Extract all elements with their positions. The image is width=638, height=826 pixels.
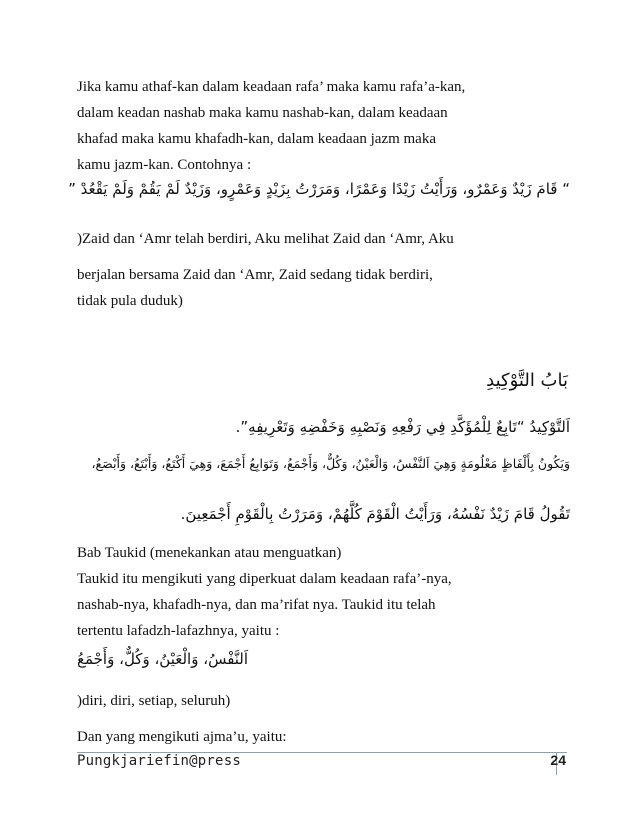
paragraph-bab-taukid	[77, 540, 567, 644]
text-line: nashab-nya, khafadh-nya, dan ma’rifat nya. Taukid itu telah	[77, 597, 436, 613]
text-line: Taukid itu mengikuti yang diperkuat dalam keadaan rafa’-nya,	[77, 571, 452, 587]
arabic-heading: بَابُ التَّوْكِيدِ	[486, 370, 568, 391]
page-number: 24	[550, 752, 566, 768]
text-line: khafad maka kamu khafadh-kan, dalam keadaan jazm maka	[77, 131, 436, 147]
text-line: Jika kamu athaf-kan dalam keadaan rafa’ maka kamu rafa’a-kan,	[77, 79, 466, 95]
paragraph-translation-1	[77, 226, 567, 252]
text-line: kamu jazm-kan. Contohnya :	[77, 157, 252, 173]
text-line: dalam keadan nashab maka kamu nashab-kan, dalam keadaan	[77, 105, 448, 121]
text-line: Bab Taukid (menekankan atau menguatkan)	[77, 545, 342, 561]
arabic-definition: اَلتَّوْكِيدُ “تَابِعٌ لِلْمُؤَكَّدِ فِي رَفْعِهِ وَنَصْبِهِ وَخَفْضِهِ وَتَعْرِيفِهِ”.	[235, 418, 570, 436]
text-line: berjalan bersama Zaid dan ‘Amr, Zaid sedang tidak berdiri,	[77, 267, 433, 283]
text-line: Dan yang mengikuti ajma’u, yaitu:	[77, 729, 287, 745]
paragraph-translation-2	[77, 262, 567, 314]
arabic-line-2: وَيَكُونُ بِأَلْفَاظٍ مَعْلُومَةٍ وَهِيَ اَلنَّفْسُ، وَالْعَيْنُ، وَكُلٌّ، وَأَجْمَعُ، وَتَوَابِعُ أَجْمَعَ، وَهِيَ أَكْتَعُ، وَأَبْتَعُ، وَأَبْصَعُ،	[91, 456, 570, 471]
text-line: tertentu lafadzh-lafazhnya, yaitu :	[77, 623, 280, 639]
text-line: )Zaid dan ‘Amr telah berdiri, Aku melihat Zaid dan ‘Amr, Aku	[77, 231, 454, 247]
arabic-list: اَلنَّفْسُ، وَالْعَيْنُ، وَكُلٌّ، وَأَجْمَعُ	[77, 650, 249, 668]
paragraph-ajmau	[77, 724, 567, 750]
text-line: tidak pula duduk)	[77, 293, 183, 309]
paragraph-list-translation	[77, 688, 567, 714]
footer-publisher: Pungkjariefin@press	[77, 753, 241, 769]
paragraph-athaf	[77, 74, 567, 178]
arabic-line-3: تَقُولُ قَامَ زَيْدٌ نَفْسُهُ، وَرَأَيْتُ الْقَوْمَ كُلَّهُمْ، وَمَرَرْتُ بِالْقَوْمِ أَجْمَعِينَ.	[180, 505, 570, 523]
text-line: )diri, diri, setiap, seluruh)	[77, 693, 231, 709]
arabic-example: “ قَامَ زَيْدٌ وَعَمْرٌو، وَرَأَيْتُ زَيْدًا وَعَمْرًا، وَمَرَرْتُ بِزَيْدٍ وَعَمْرٍو، وَزَيْدٌ لَمْ يَقُمْ وَلَمْ يَقْعُدْ ”	[68, 180, 570, 198]
